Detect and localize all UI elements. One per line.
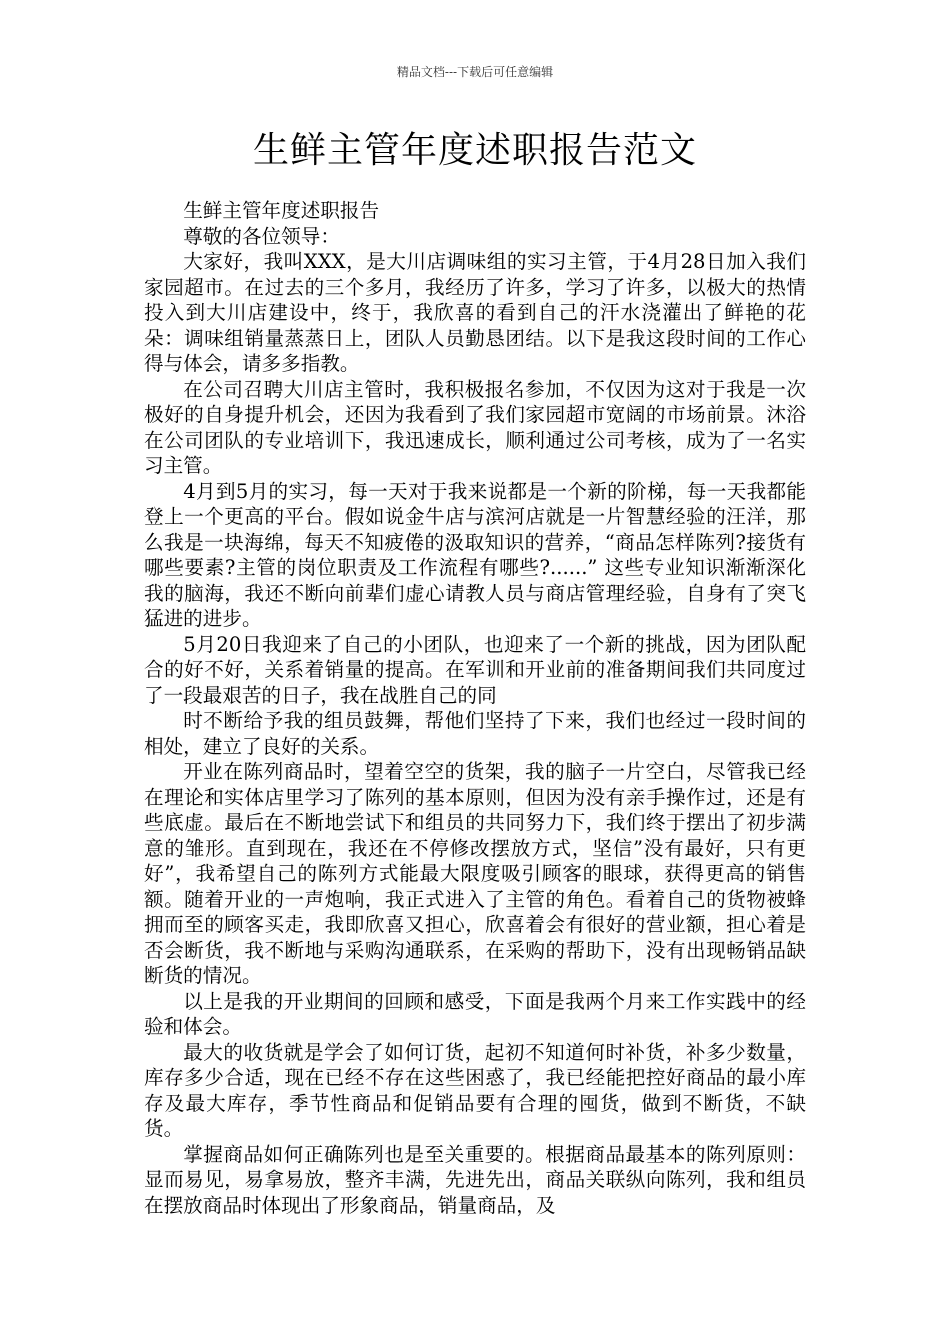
document-body xyxy=(144,198,806,1218)
body-paragraph: 最大的收货就是学会了如何订货，起初不知道何时补货，补多少数量，库存多少合适，现在已经不存在这些困惑了，我已经能把控好商品的最小库存及最大库存，季节性商品和促销品要有合理的囤货，做到不断货，不缺货。 xyxy=(144,1040,806,1140)
body-paragraph: 开业在陈列商品时，望着空空的货架，我的脑子一片空白，尽管我已经在理论和实体店里学习了陈列的基本原则，但因为没有亲手操作过，还是有些底虚。最后在不断地尝试下和组员的共同努力下，我们终于摆出了初步满意的雏形。直到现在，我还在不停修改摆放方式，坚信”没有最好，只有更好”，我希望自己的陈列方式能最大限度吸引顾客的眼球，获得更高的销售额。随着开业的一声炮响，我正式进入了主管的角色。看着自己的货物被蜂拥而至的顾客买走，我即欣喜又担心，欣喜着会有很好的营业额，担心着是否会断货，我不断地与采购沟通联系，在采购的帮助下，没有出现畅销品缺断货的情况。 xyxy=(144,760,806,987)
body-paragraph: 生鲜主管年度述职报告 xyxy=(183,199,380,222)
header-note: 精品文档---下载后可任意编辑 xyxy=(396,65,554,79)
body-paragraph: 大家好，我叫XXX，是大川店调味组的实习主管，于4月28日加入我们家园超市。在过去的三个多月，我经历了许多，学习了许多，以极大的热情投入到大川店建设中，终于，我欣喜的看到自己的汗水浇灌出了鲜艳的花朵：调味组销量蒸蒸日上，团队人员勤恳团结。以下是我这段时间的工作心得与体会，请多多指教。 xyxy=(144,250,806,375)
body-paragraph: 尊敬的各位领导： xyxy=(183,224,340,248)
body-paragraph: 在公司召聘大川店主管时，我积极报名参加，不仅因为这对于我是一次极好的自身提升机会，还因为我看到了我们家园超市宽阔的市场前景。沐浴在公司团队的专业培训下，我迅速成长，顺利通过公司考核，成为了一名实习主管。 xyxy=(144,377,806,477)
document-title: 生鲜主管年度述职报告范文 xyxy=(252,130,697,171)
body-paragraph: 掌握商品如何正确陈列也是至关重要的。根据商品最基本的陈列原则：显而易见，易拿易放，整齐丰满，先进先出，商品关联纵向陈列，我和组员在摆放商品时体现出了形象商品，销量商品，及 xyxy=(144,1142,806,1217)
body-paragraph: 时不断给予我的组员鼓舞，帮他们坚持了下来，我们也经过一段时间的相处，建立了良好的关系。 xyxy=(144,709,806,758)
body-paragraph: 4月到5月的实习，每一天对于我来说都是一个新的阶梯，每一天我都能登上一个更高的平台。假如说金牛店与滨河店就是一片智慧经验的汪洋，那么我是一块海绵，每天不知疲倦的汲取知识的营养，“商品怎样陈列?接货有哪些要素?主管的岗位职责及工作流程有哪些?......” 这些专业知识渐渐深化我的脑海，我还不断向前辈们虚心请教人员与商店管理经验，自身有了突飞猛进的进步。 xyxy=(144,479,806,630)
body-paragraph: 5月20日我迎来了自己的小团队，也迎来了一个新的挑战，因为团队配合的好不好，关系着销量的提高。在军训和开业前的准备期间我们共同度过了一段最艰苦的日子，我在战胜自己的同 xyxy=(144,632,806,707)
body-paragraph: 以上是我的开业期间的回顾和感受，下面是我两个月来工作实践中的经验和体会。 xyxy=(144,989,806,1038)
